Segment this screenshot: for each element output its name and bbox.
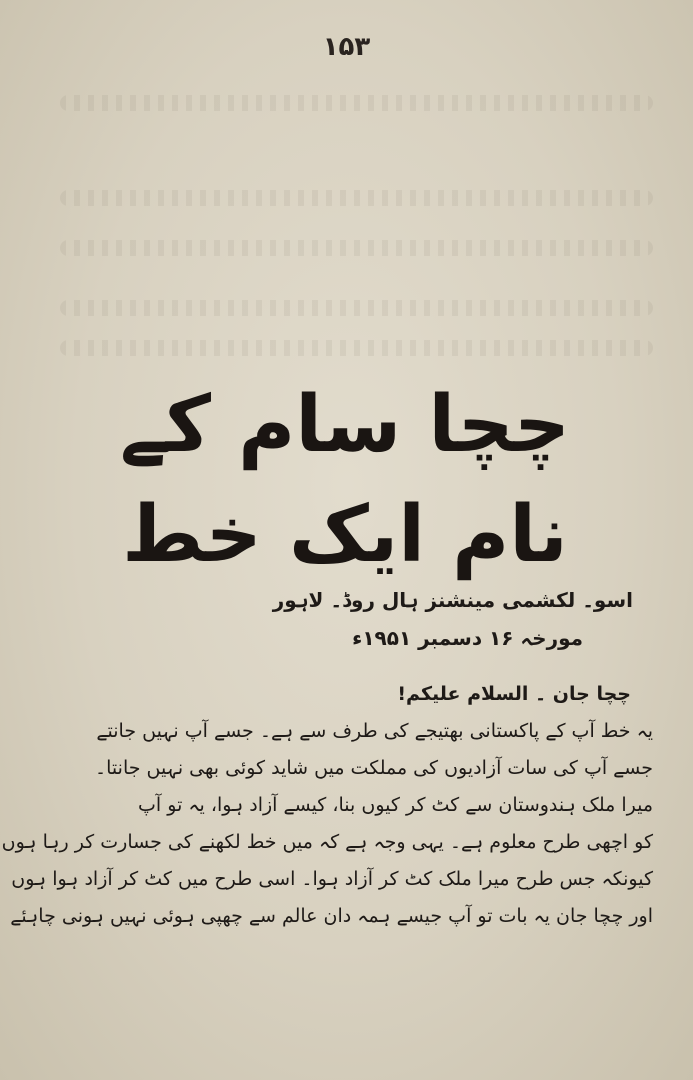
page-number: ۱۵۳ bbox=[322, 32, 371, 62]
bleed-through-text bbox=[60, 240, 653, 256]
bleed-through-text bbox=[60, 95, 653, 111]
greeting: چچا جان ۔ السلام علیکم! bbox=[397, 683, 631, 705]
letter-line: کو اچھی طرح معلوم ہے۔ یہی وجہ ہے کہ میں خط لکھنے کی جسارت کر رہا ہوں bbox=[1, 831, 653, 853]
sender-address: اسو۔ لکشمی مینشنز ہال روڈ۔ لاہور bbox=[272, 588, 633, 612]
letter-line: اور چچا جان یہ بات تو آپ جیسے ہمہ دان عالم سے چھپی ہوئی نہیں ہونی چاہئے bbox=[10, 905, 653, 927]
letter-date: مورخہ ۱۶ دسمبر ۱۹۵۱ء bbox=[352, 626, 583, 650]
bleed-through-text bbox=[60, 300, 653, 316]
letter-line: جسے آپ کی سات آزادیوں کی مملکت میں شاید کوئی بھی نہیں جانتا۔ bbox=[95, 757, 653, 779]
page-title: چچا سام کے نام ایک خط bbox=[119, 380, 571, 580]
bleed-through-text bbox=[60, 190, 653, 206]
bleed-through-text bbox=[60, 340, 653, 356]
letter-line: کیونکہ جس طرح میرا ملک کٹ کر آزاد ہوا۔ اسی طرح میں کٹ کر آزاد ہوا ہوں bbox=[11, 868, 653, 890]
letter-line: میرا ملک ہندوستان سے کٹ کر کیوں بنا، کیسے آزاد ہوا، یہ تو آپ bbox=[138, 794, 653, 816]
letter-body bbox=[1, 676, 653, 935]
letter-line: یہ خط آپ کے پاکستانی بھتیجے کی طرف سے ہے۔ جسے آپ نہیں جانتے bbox=[96, 720, 653, 742]
